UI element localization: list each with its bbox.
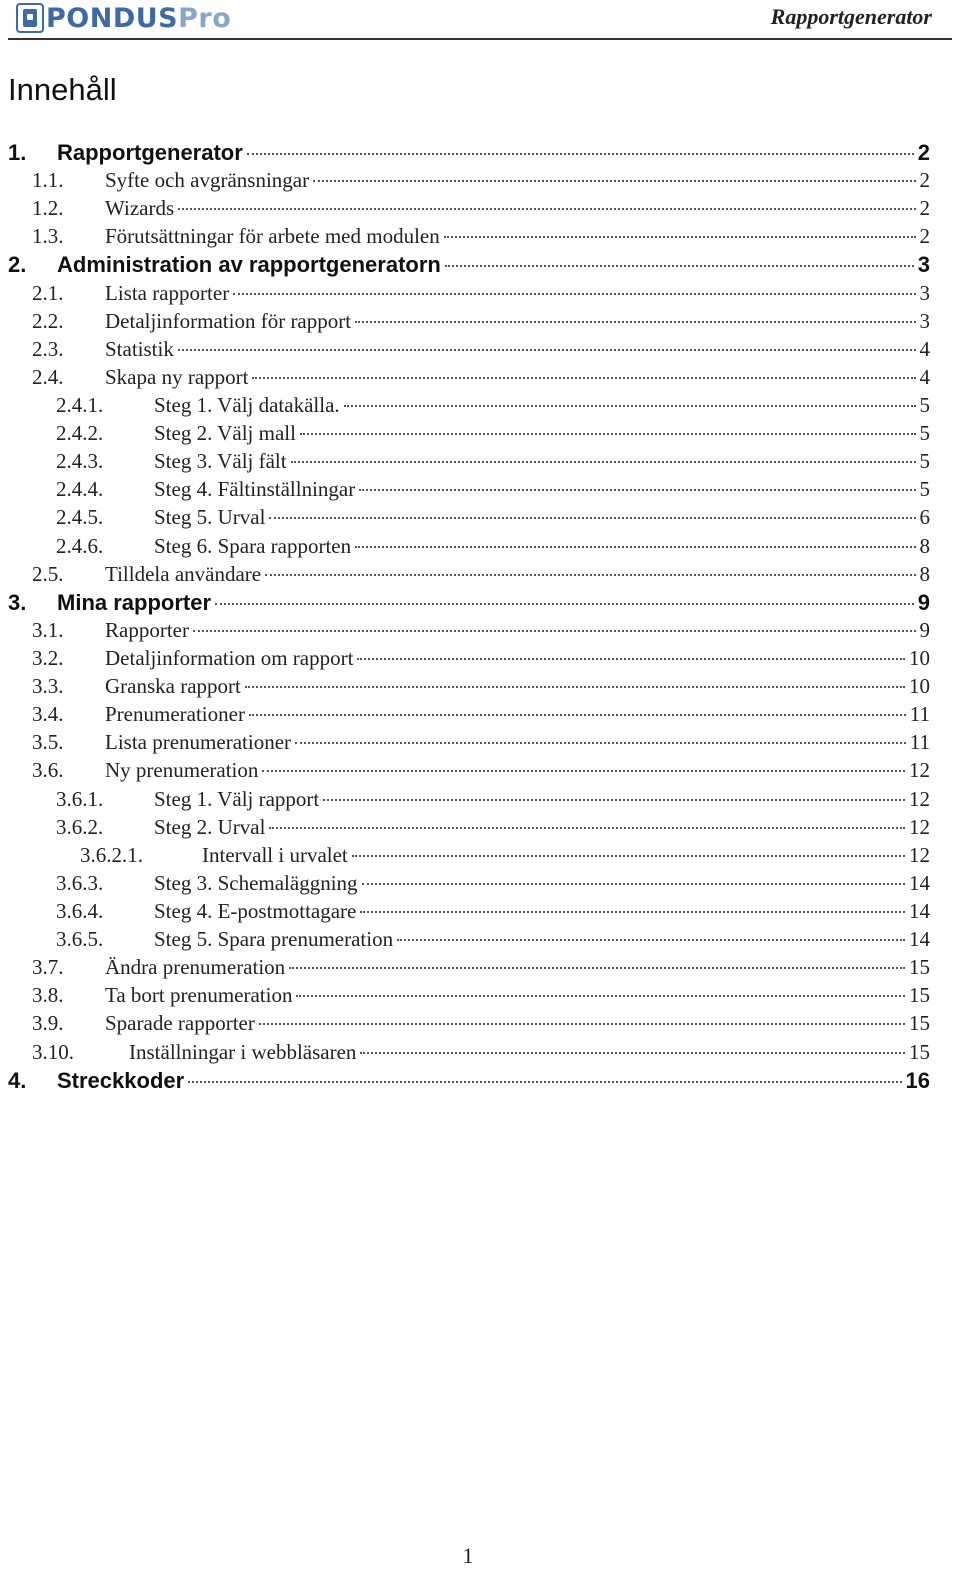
- toc-entry-title: Rapportgenerator: [57, 140, 243, 165]
- toc-entry-number: 3.6.2.: [56, 814, 104, 839]
- toc-dot-leader: [178, 208, 915, 210]
- toc-entry[interactable]: [8, 590, 930, 618]
- toc-entry-number: 3.6.3.: [56, 870, 104, 895]
- toc-entry-title: Steg 3. Välj fält: [154, 449, 287, 474]
- toc-entry[interactable]: [8, 196, 930, 224]
- logo-suffix: Pro: [178, 2, 232, 34]
- toc-entry-page: 2: [917, 140, 930, 165]
- toc-entry[interactable]: [8, 168, 930, 196]
- toc-entry-number: 2.4.2.: [56, 421, 104, 446]
- toc-dot-leader: [269, 517, 915, 519]
- toc-entry[interactable]: [8, 758, 930, 786]
- toc-dot-leader: [362, 883, 905, 885]
- toc-entry-title: Steg 5. Spara prenumeration: [154, 927, 394, 952]
- toc-entry-title: Steg 1. Välj datakälla.: [154, 392, 340, 417]
- toc-entry-number: 3.6.4.: [56, 898, 104, 923]
- toc-entry-page: 8: [919, 533, 930, 558]
- toc-entry-page: 4: [919, 336, 930, 361]
- toc-dot-leader: [249, 714, 906, 716]
- toc-entry-number: 2.4.3.: [56, 449, 104, 474]
- toc-entry-number: 1.: [8, 140, 27, 165]
- toc-entry-page: 10: [909, 645, 930, 670]
- toc-dot-leader: [265, 574, 915, 576]
- toc-entry-title: Lista prenumerationer: [105, 730, 292, 755]
- toc-entry-page: 15: [909, 983, 930, 1008]
- toc-dot-leader: [397, 939, 905, 941]
- toc-entry[interactable]: [8, 983, 930, 1011]
- toc-entry[interactable]: [8, 505, 930, 533]
- toc-dot-leader: [247, 153, 914, 155]
- toc-entry[interactable]: [8, 224, 930, 252]
- toc-entry[interactable]: [8, 702, 930, 730]
- toc-entry[interactable]: [8, 899, 930, 927]
- toc-entry[interactable]: [8, 562, 930, 590]
- toc-entry-number: 3.4.: [32, 702, 64, 727]
- toc-entry-page: 12: [909, 814, 930, 839]
- toc-entry-title: Ändra prenumeration: [105, 955, 286, 980]
- toc-entry-page: 3: [917, 252, 930, 278]
- pondus-pro-logo: [16, 2, 231, 34]
- toc-entry-title: Sparade rapporter: [105, 1011, 255, 1036]
- toc-dot-leader: [360, 911, 905, 913]
- toc-entry-page: 3: [919, 280, 930, 305]
- toc-entry-title: Steg 6. Spara rapporten: [154, 533, 352, 558]
- toc-entry-title: Statistik: [105, 336, 174, 361]
- toc-dot-leader: [291, 461, 916, 463]
- page-header: [8, 0, 952, 40]
- toc-entry[interactable]: [8, 674, 930, 702]
- toc-entry[interactable]: [8, 927, 930, 955]
- toc-entry-title: Administration av rapportgeneratorn: [57, 252, 441, 278]
- toc-dot-leader: [289, 967, 905, 969]
- toc-entry[interactable]: [8, 281, 930, 309]
- toc-entry-page: 11: [909, 730, 930, 755]
- toc-dot-leader: [344, 405, 916, 407]
- toc-dot-leader: [178, 349, 916, 351]
- toc-dot-leader: [269, 827, 905, 829]
- toc-entry-page: 14: [909, 898, 930, 923]
- toc-entry[interactable]: [8, 449, 930, 477]
- toc-entry-number: 3.6.1.: [56, 786, 104, 811]
- toc-entry[interactable]: [8, 815, 930, 843]
- toc-entry[interactable]: [8, 140, 930, 168]
- toc-entry-page: 12: [909, 842, 930, 867]
- document-title: Rapportgenerator: [770, 4, 932, 29]
- toc-entry-number: 1.1.: [32, 168, 64, 193]
- toc-dot-leader: [359, 489, 915, 491]
- logo-text: PONDUS: [46, 2, 179, 34]
- toc-dot-leader: [360, 1052, 905, 1054]
- toc-entry-title: Granska rapport: [105, 674, 241, 699]
- toc-entry-page: 2: [919, 196, 930, 221]
- toc-entry-title: Steg 2. Urval: [154, 814, 266, 839]
- toc-dot-leader: [215, 603, 914, 605]
- toc-entry-number: 3.3.: [32, 674, 64, 699]
- toc-entry-title: Förutsättningar för arbete med modulen: [105, 224, 440, 249]
- toc-entry-number: 3.10.: [32, 1039, 74, 1064]
- toc-entry[interactable]: [8, 421, 930, 449]
- toc-entry-number: 2.1.: [32, 280, 64, 305]
- toc-entry[interactable]: [8, 365, 930, 393]
- toc-entry-page: 5: [919, 449, 930, 474]
- toc-entry-number: 3.8.: [32, 983, 64, 1008]
- toc-entry[interactable]: [8, 534, 930, 562]
- toc-entry-number: 2.4.6.: [56, 533, 104, 558]
- toc-entry-title: Detaljinformation för rapport: [105, 308, 352, 333]
- table-of-contents: [8, 140, 930, 1096]
- toc-entry-number: 3.6.5.: [56, 927, 104, 952]
- toc-entry-title: Ny prenumeration: [105, 758, 259, 783]
- toc-entry-title: Intervall i urvalet: [202, 842, 348, 867]
- toc-entry-title: Skapa ny rapport: [105, 364, 249, 389]
- toc-entry-number: 3.2.: [32, 645, 64, 670]
- toc-entry[interactable]: [8, 843, 930, 871]
- toc-entry-page: 9: [917, 589, 930, 615]
- toc-entry-page: 15: [909, 1039, 930, 1064]
- toc-entry-number: 3.7.: [32, 955, 64, 980]
- toc-dot-leader: [445, 265, 914, 267]
- toc-entry-title: Tilldela användare: [105, 561, 262, 586]
- toc-entry-title: Mina rapporter: [57, 589, 212, 615]
- toc-entry-number: 2.4.1.: [56, 392, 104, 417]
- toc-dot-leader: [296, 995, 905, 997]
- toc-dot-leader: [323, 799, 905, 801]
- toc-entry-number: 4.: [8, 1067, 27, 1093]
- toc-entry-title: Lista rapporter: [105, 280, 230, 305]
- toc-entry-title: Rapporter: [105, 617, 189, 642]
- pondus-logo-icon: [16, 3, 44, 33]
- toc-entry-number: 2.3.: [32, 336, 64, 361]
- toc-entry[interactable]: [8, 730, 930, 758]
- toc-entry-page: 12: [909, 786, 930, 811]
- toc-dot-leader: [188, 1081, 901, 1083]
- toc-dot-leader: [262, 770, 905, 772]
- toc-entry-number: 3.5.: [32, 730, 64, 755]
- toc-entry-page: 4: [919, 364, 930, 389]
- toc-heading: Innehåll: [8, 72, 117, 107]
- toc-dot-leader: [259, 1023, 905, 1025]
- toc-entry[interactable]: [8, 618, 930, 646]
- toc-entry-title: Steg 1. Välj rapport: [154, 786, 320, 811]
- toc-entry-page: 2: [919, 168, 930, 193]
- toc-entry-page: 16: [905, 1067, 930, 1093]
- toc-entry[interactable]: [8, 1011, 930, 1039]
- toc-entry-title: Prenumerationer: [105, 702, 245, 727]
- toc-entry-page: 11: [909, 702, 930, 727]
- toc-entry-title: Steg 4. E-postmottagare: [154, 898, 357, 923]
- toc-entry-number: 2.4.5.: [56, 505, 104, 530]
- toc-entry-page: 10: [909, 674, 930, 699]
- toc-entry-page: 15: [909, 1011, 930, 1036]
- toc-entry-title: Steg 4. Fältinställningar: [154, 477, 356, 502]
- toc-dot-leader: [193, 630, 916, 632]
- toc-entry[interactable]: [8, 1068, 930, 1096]
- toc-entry[interactable]: [8, 309, 930, 337]
- toc-entry-number: 2.: [8, 252, 27, 278]
- toc-dot-leader: [252, 377, 915, 379]
- toc-entry-number: 3.6.2.1.: [80, 842, 143, 867]
- toc-dot-leader: [357, 658, 905, 660]
- toc-entry-number: 3.: [8, 589, 27, 615]
- toc-entry-title: Wizards: [105, 196, 175, 221]
- toc-entry-title: Steg 2. Välj mall: [154, 421, 296, 446]
- toc-entry-page: 9: [919, 617, 930, 642]
- toc-entry-page: 14: [909, 870, 930, 895]
- toc-dot-leader: [352, 855, 905, 857]
- toc-dot-leader: [355, 321, 915, 323]
- toc-entry-number: 3.1.: [32, 617, 64, 642]
- toc-entry-number: 3.9.: [32, 1011, 64, 1036]
- toc-entry-page: 6: [919, 505, 930, 530]
- toc-dot-leader: [245, 686, 905, 688]
- toc-entry[interactable]: [8, 955, 930, 983]
- toc-entry-page: 3: [919, 308, 930, 333]
- toc-entry-number: 1.2.: [32, 196, 64, 221]
- toc-dot-leader: [295, 742, 906, 744]
- toc-dot-leader: [233, 293, 915, 295]
- toc-entry-number: 2.4.4.: [56, 477, 104, 502]
- toc-entry-page: 12: [909, 758, 930, 783]
- toc-entry-page: 5: [919, 477, 930, 502]
- toc-entry-number: 2.2.: [32, 308, 64, 333]
- toc-entry[interactable]: [8, 337, 930, 365]
- toc-entry-title: Streckkoder: [57, 1067, 185, 1093]
- toc-entry-title: Steg 3. Schemaläggning: [154, 870, 358, 895]
- toc-entry-number: 3.6.: [32, 758, 64, 783]
- toc-entry-page: 5: [919, 421, 930, 446]
- toc-entry-number: 1.3.: [32, 224, 64, 249]
- toc-entry-page: 8: [919, 561, 930, 586]
- toc-entry-title: Syfte och avgränsningar: [105, 168, 310, 193]
- toc-dot-leader: [313, 180, 915, 182]
- toc-dot-leader: [355, 546, 915, 548]
- toc-entry-page: 2: [919, 224, 930, 249]
- toc-entry-page: 5: [919, 392, 930, 417]
- toc-entry[interactable]: [8, 1040, 930, 1068]
- toc-entry-number: 2.4.: [32, 364, 64, 389]
- toc-entry[interactable]: [8, 252, 930, 280]
- toc-entry[interactable]: [8, 787, 930, 815]
- toc-entry-page: 14: [909, 927, 930, 952]
- toc-entry[interactable]: [8, 393, 930, 421]
- toc-entry[interactable]: [8, 477, 930, 505]
- page-number: 1: [462, 1543, 474, 1568]
- toc-entry-title: Ta bort prenumeration: [105, 983, 293, 1008]
- toc-entry-title: Steg 5. Urval: [154, 505, 266, 530]
- toc-entry-title: Detaljinformation om rapport: [105, 645, 354, 670]
- toc-entry-number: 2.5.: [32, 561, 64, 586]
- toc-entry-page: 15: [909, 955, 930, 980]
- toc-entry[interactable]: [8, 871, 930, 899]
- toc-entry[interactable]: [8, 646, 930, 674]
- toc-dot-leader: [300, 433, 916, 435]
- toc-dot-leader: [444, 236, 916, 238]
- toc-entry-title: Inställningar i webbläsaren: [129, 1039, 357, 1064]
